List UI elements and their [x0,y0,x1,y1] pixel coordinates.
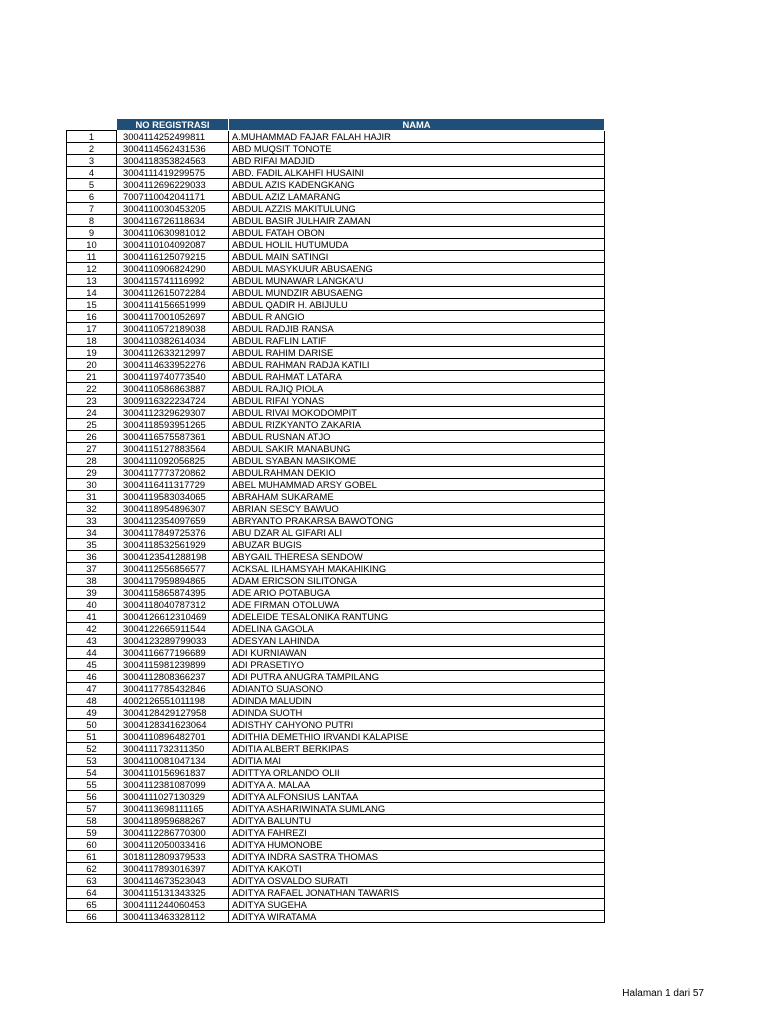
participant-name: ADINDA SUOTH [229,707,605,719]
row-number: 65 [67,899,117,911]
row-number: 60 [67,839,117,851]
row-number: 29 [67,467,117,479]
registration-number: 3004112050033416 [117,839,229,851]
table-row [67,155,605,167]
row-number: 32 [67,503,117,515]
participant-name: ABDUL FATAH OBON [229,227,605,239]
registration-number: 3004116677196689 [117,647,229,659]
table-row [67,767,605,779]
table-row [67,311,605,323]
row-number: 16 [67,311,117,323]
table-row [67,911,605,923]
row-number: 58 [67,815,117,827]
table-row [67,179,605,191]
registration-number: 3004114156651999 [117,299,229,311]
participant-name: ABD MUQSIT TONOTE [229,143,605,155]
participant-name: ABDUL QADIR H. ABIJULU [229,299,605,311]
row-number: 22 [67,383,117,395]
participant-name: ABDUL SAKIR MANABUNG [229,443,605,455]
table-row [67,551,605,563]
table-row [67,251,605,263]
table-row [67,719,605,731]
table-row [67,299,605,311]
table-row [67,587,605,599]
registration-number: 3004110030453205 [117,203,229,215]
table-row [67,527,605,539]
registration-number: 3004114633952276 [117,359,229,371]
registration-number: 3004110104092087 [117,239,229,251]
registration-number: 3004126612310469 [117,611,229,623]
registration-number: 3004115741116992 [117,275,229,287]
row-number: 11 [67,251,117,263]
participant-name: ADE ARIO POTABUGA [229,587,605,599]
row-number: 27 [67,443,117,455]
row-number: 6 [67,191,117,203]
table-row [67,395,605,407]
participant-name: ABDUL SYABAN MASIKOME [229,455,605,467]
table-row [67,683,605,695]
registration-number: 3004115981239899 [117,659,229,671]
row-number: 33 [67,515,117,527]
table-row [67,515,605,527]
registration-number: 3004118593951265 [117,419,229,431]
row-number: 28 [67,455,117,467]
table-row [67,791,605,803]
participant-name: ABDUL MAIN SATINGI [229,251,605,263]
table-row [67,431,605,443]
participant-name: A.MUHAMMAD FAJAR FALAH HAJIR [229,131,605,143]
participant-name: ADITYA SUGEHA [229,899,605,911]
registration-number: 3004117849725376 [117,527,229,539]
table-row [67,455,605,467]
table-row [67,851,605,863]
row-number: 49 [67,707,117,719]
registration-number: 3004111092056825 [117,455,229,467]
registration-number: 3004117959894865 [117,575,229,587]
table-row [67,863,605,875]
table-row [67,359,605,371]
registration-number: 3004112808366237 [117,671,229,683]
registration-number: 3004116726118634 [117,215,229,227]
table-body [67,131,605,923]
participant-name: ADITYA ALFONSIUS LANTAA [229,791,605,803]
row-number: 4 [67,167,117,179]
row-number: 35 [67,539,117,551]
participant-name: ADITHIA DEMETHIO IRVANDI KALAPISE [229,731,605,743]
registration-number: 3004116125079215 [117,251,229,263]
registration-number: 3004114673523043 [117,875,229,887]
participant-name: ADINDA MALUDIN [229,695,605,707]
participant-name: ACKSAL ILHAMSYAH MAKAHIKING [229,563,605,575]
participant-name: ABDUL RUSNAN ATJO [229,431,605,443]
participant-name: ADAM ERICSON SILITONGA [229,575,605,587]
row-number: 12 [67,263,117,275]
registration-number: 3004119583034065 [117,491,229,503]
table-row [67,827,605,839]
row-number: 1 [67,131,117,143]
participant-name: ABDUL RAHMAN RADJA KATILI [229,359,605,371]
registration-number: 3004117773720862 [117,467,229,479]
registration-number: 3004114562431536 [117,143,229,155]
table-row [67,611,605,623]
table-row [67,347,605,359]
table-row [67,707,605,719]
row-number: 37 [67,563,117,575]
registration-number: 3004112696229033 [117,179,229,191]
participant-name: ADITYA FAHREZI [229,827,605,839]
row-number: 42 [67,623,117,635]
registration-number: 3004111027130329 [117,791,229,803]
table-row [67,131,605,143]
table-row [67,215,605,227]
registration-number: 3004114252499811 [117,131,229,143]
registration-number: 3004115127883564 [117,443,229,455]
table-row [67,659,605,671]
participant-name: ABDUL RIZKYANTO ZAKARIA [229,419,605,431]
row-number: 56 [67,791,117,803]
row-number: 39 [67,587,117,599]
participant-name: ABDUL MASYKUUR ABUSAENG [229,263,605,275]
participant-name: ABDUL RIVAI MOKODOMPIT [229,407,605,419]
participant-name: ABYGAIL THERESA SENDOW [229,551,605,563]
registration-number: 3004112381087099 [117,779,229,791]
row-number: 19 [67,347,117,359]
registration-number: 3004110586863887 [117,383,229,395]
row-number: 57 [67,803,117,815]
participant-name: ADITYA HUMONOBE [229,839,605,851]
row-number: 2 [67,143,117,155]
row-number: 63 [67,875,117,887]
registration-number: 3004112615072284 [117,287,229,299]
participant-name: ABDUL RAJIQ PIOLA [229,383,605,395]
table-row [67,575,605,587]
participant-name: ADI KURNIAWAN [229,647,605,659]
participant-name: ABRIAN SESCY BAWUO [229,503,605,515]
row-number: 23 [67,395,117,407]
participant-name: ABDUL RADJIB RANSA [229,323,605,335]
registration-number: 3004118954896307 [117,503,229,515]
table-row [67,887,605,899]
participant-name: ADE FIRMAN OTOLUWA [229,599,605,611]
registration-number: 3004128341623064 [117,719,229,731]
registration-number: 3004123541288198 [117,551,229,563]
row-number: 14 [67,287,117,299]
table-row [67,383,605,395]
registration-number: 3004113463328112 [117,911,229,923]
table-row [67,635,605,647]
participant-name: ABDUL RAFLIN LATIF [229,335,605,347]
row-number: 45 [67,659,117,671]
table-row [67,167,605,179]
participant-name: ABDUL AZZIS MAKITULUNG [229,203,605,215]
participant-name: ABDUL AZIZ LAMARANG [229,191,605,203]
participant-name: ABDUL HOLIL HUTUMUDA [229,239,605,251]
registration-number: 3018112809379533 [117,851,229,863]
registration-number: 3004117893016397 [117,863,229,875]
participant-name: ADITYA A. MALAA [229,779,605,791]
row-number: 53 [67,755,117,767]
participant-name: ADITYA ASHARIWINATA SUMLANG [229,803,605,815]
table-row [67,731,605,743]
registration-number: 3004118959688267 [117,815,229,827]
registration-number: 3004123289799033 [117,635,229,647]
row-number: 5 [67,179,117,191]
registration-sheet [66,118,605,923]
registration-number: 3004118040787312 [117,599,229,611]
table-row [67,563,605,575]
registration-number: 3004122665911544 [117,623,229,635]
table-header-row [67,119,605,131]
row-number: 20 [67,359,117,371]
table-row [67,191,605,203]
row-number: 64 [67,887,117,899]
table-row [67,743,605,755]
row-number: 41 [67,611,117,623]
participant-name: ADITIA ALBERT BERKIPAS [229,743,605,755]
participant-name: ADELEIDE TESALONIKA RANTUNG [229,611,605,623]
registration-number: 3004117001052697 [117,311,229,323]
table-row [67,419,605,431]
participant-name: ADITYA RAFAEL JONATHAN TAWARIS [229,887,605,899]
row-number: 10 [67,239,117,251]
row-number: 62 [67,863,117,875]
participant-name: ADITYA WIRATAMA [229,911,605,923]
table-row [67,599,605,611]
registration-number: 3004117785432846 [117,683,229,695]
participant-name: ABDUL AZIS KADENGKANG [229,179,605,191]
participant-name: ADITYA OSVALDO SURATI [229,875,605,887]
row-number: 26 [67,431,117,443]
table-row [67,479,605,491]
participant-name: ABDUL RIFAI YONAS [229,395,605,407]
participant-name: ABRYANTO PRAKARSA BAWOTONG [229,515,605,527]
registration-number: 3004118353824563 [117,155,229,167]
table-row [67,839,605,851]
registration-number: 3004111732311350 [117,743,229,755]
registration-number: 3004115865874395 [117,587,229,599]
participant-name: ADISTHY CAHYONO PUTRI [229,719,605,731]
participant-name: ABDUL RAHIM DARISE [229,347,605,359]
registration-number: 3004112633212997 [117,347,229,359]
row-number: 3 [67,155,117,167]
row-number: 17 [67,323,117,335]
row-number: 43 [67,635,117,647]
registration-number: 3004111419299575 [117,167,229,179]
row-number: 13 [67,275,117,287]
table-row [67,407,605,419]
table-row [67,275,605,287]
row-number: 15 [67,299,117,311]
row-number: 38 [67,575,117,587]
participant-name: ADI PUTRA ANUGRA TAMPILANG [229,671,605,683]
table-row [67,539,605,551]
table-row [67,875,605,887]
participant-name: ABD RIFAI MADJID [229,155,605,167]
registration-number: 3004116575587361 [117,431,229,443]
participant-name: ABDUL R ANGIO [229,311,605,323]
row-number: 55 [67,779,117,791]
participant-name: ADITYA INDRA SASTRA THOMAS [229,851,605,863]
header-no [67,119,117,131]
participant-name: ADITIA MAI [229,755,605,767]
row-number: 46 [67,671,117,683]
registration-number: 3004110156961837 [117,767,229,779]
participant-name: ADIANTO SUASONO [229,683,605,695]
table-row [67,803,605,815]
registration-number: 3004110572189038 [117,323,229,335]
table-row [67,227,605,239]
table-row [67,143,605,155]
registration-table [66,118,605,923]
registration-number: 3009116322234724 [117,395,229,407]
participant-name: ABDULRAHMAN DEKIO [229,467,605,479]
row-number: 30 [67,479,117,491]
row-number: 47 [67,683,117,695]
table-row [67,443,605,455]
registration-number: 7007110042041171 [117,191,229,203]
row-number: 9 [67,227,117,239]
registration-number: 3004111244060453 [117,899,229,911]
table-row [67,815,605,827]
participant-name: ABDUL MUNAWAR LANGKA'U [229,275,605,287]
table-row [67,287,605,299]
table-row [67,203,605,215]
row-number: 52 [67,743,117,755]
table-row [67,323,605,335]
participant-name: ADESYAN LAHINDA [229,635,605,647]
participant-name: ABD. FADIL ALKAHFI HUSAINI [229,167,605,179]
table-row [67,263,605,275]
registration-number: 3004112556856577 [117,563,229,575]
registration-number: 3004110906824290 [117,263,229,275]
row-number: 31 [67,491,117,503]
table-row [67,647,605,659]
participant-name: ADELINA GAGOLA [229,623,605,635]
table-row [67,755,605,767]
participant-name: ADITYA KAKOTI [229,863,605,875]
registration-number: 3004119740773540 [117,371,229,383]
participant-name: ADITTYA ORLANDO OLII [229,767,605,779]
registration-number: 3004112329629307 [117,407,229,419]
header-name: NAMA [229,119,605,131]
participant-name: ADITYA BALUNTU [229,815,605,827]
row-number: 59 [67,827,117,839]
row-number: 7 [67,203,117,215]
table-row [67,899,605,911]
registration-number: 3004115131343325 [117,887,229,899]
row-number: 8 [67,215,117,227]
registration-number: 4002126551011198 [117,695,229,707]
table-row [67,335,605,347]
registration-number: 3004110382614034 [117,335,229,347]
row-number: 34 [67,527,117,539]
registration-number: 3004112286770300 [117,827,229,839]
row-number: 54 [67,767,117,779]
row-number: 24 [67,407,117,419]
row-number: 48 [67,695,117,707]
row-number: 44 [67,647,117,659]
table-row [67,467,605,479]
table-row [67,779,605,791]
participant-name: ABDUL BASIR JULHAIR ZAMAN [229,215,605,227]
participant-name: ABDUL RAHMAT LATARA [229,371,605,383]
registration-number: 3004128429127958 [117,707,229,719]
row-number: 18 [67,335,117,347]
table-row [67,695,605,707]
table-row [67,503,605,515]
participant-name: ADI PRASETIYO [229,659,605,671]
table-row [67,371,605,383]
registration-number: 3004110081047134 [117,755,229,767]
row-number: 61 [67,851,117,863]
participant-name: ABU DZAR AL GIFARI ALI [229,527,605,539]
header-registration: NO REGISTRASI [117,119,229,131]
table-row [67,671,605,683]
participant-name: ABRAHAM SUKARAME [229,491,605,503]
row-number: 25 [67,419,117,431]
table-row [67,623,605,635]
page-number: Halaman 1 dari 57 [622,988,704,999]
registration-number: 3004118532561929 [117,539,229,551]
registration-number: 3004110896482701 [117,731,229,743]
registration-number: 3004112354097659 [117,515,229,527]
row-number: 50 [67,719,117,731]
registration-number: 3004113698111165 [117,803,229,815]
row-number: 51 [67,731,117,743]
registration-number: 3004110630981012 [117,227,229,239]
participant-name: ABUZAR BUGIS [229,539,605,551]
participant-name: ABEL MUHAMMAD ARSY GOBEL [229,479,605,491]
table-row [67,491,605,503]
row-number: 40 [67,599,117,611]
row-number: 66 [67,911,117,923]
table-row [67,239,605,251]
registration-number: 3004116411317729 [117,479,229,491]
row-number: 36 [67,551,117,563]
row-number: 21 [67,371,117,383]
participant-name: ABDUL MUNDZIR ABUSAENG [229,287,605,299]
